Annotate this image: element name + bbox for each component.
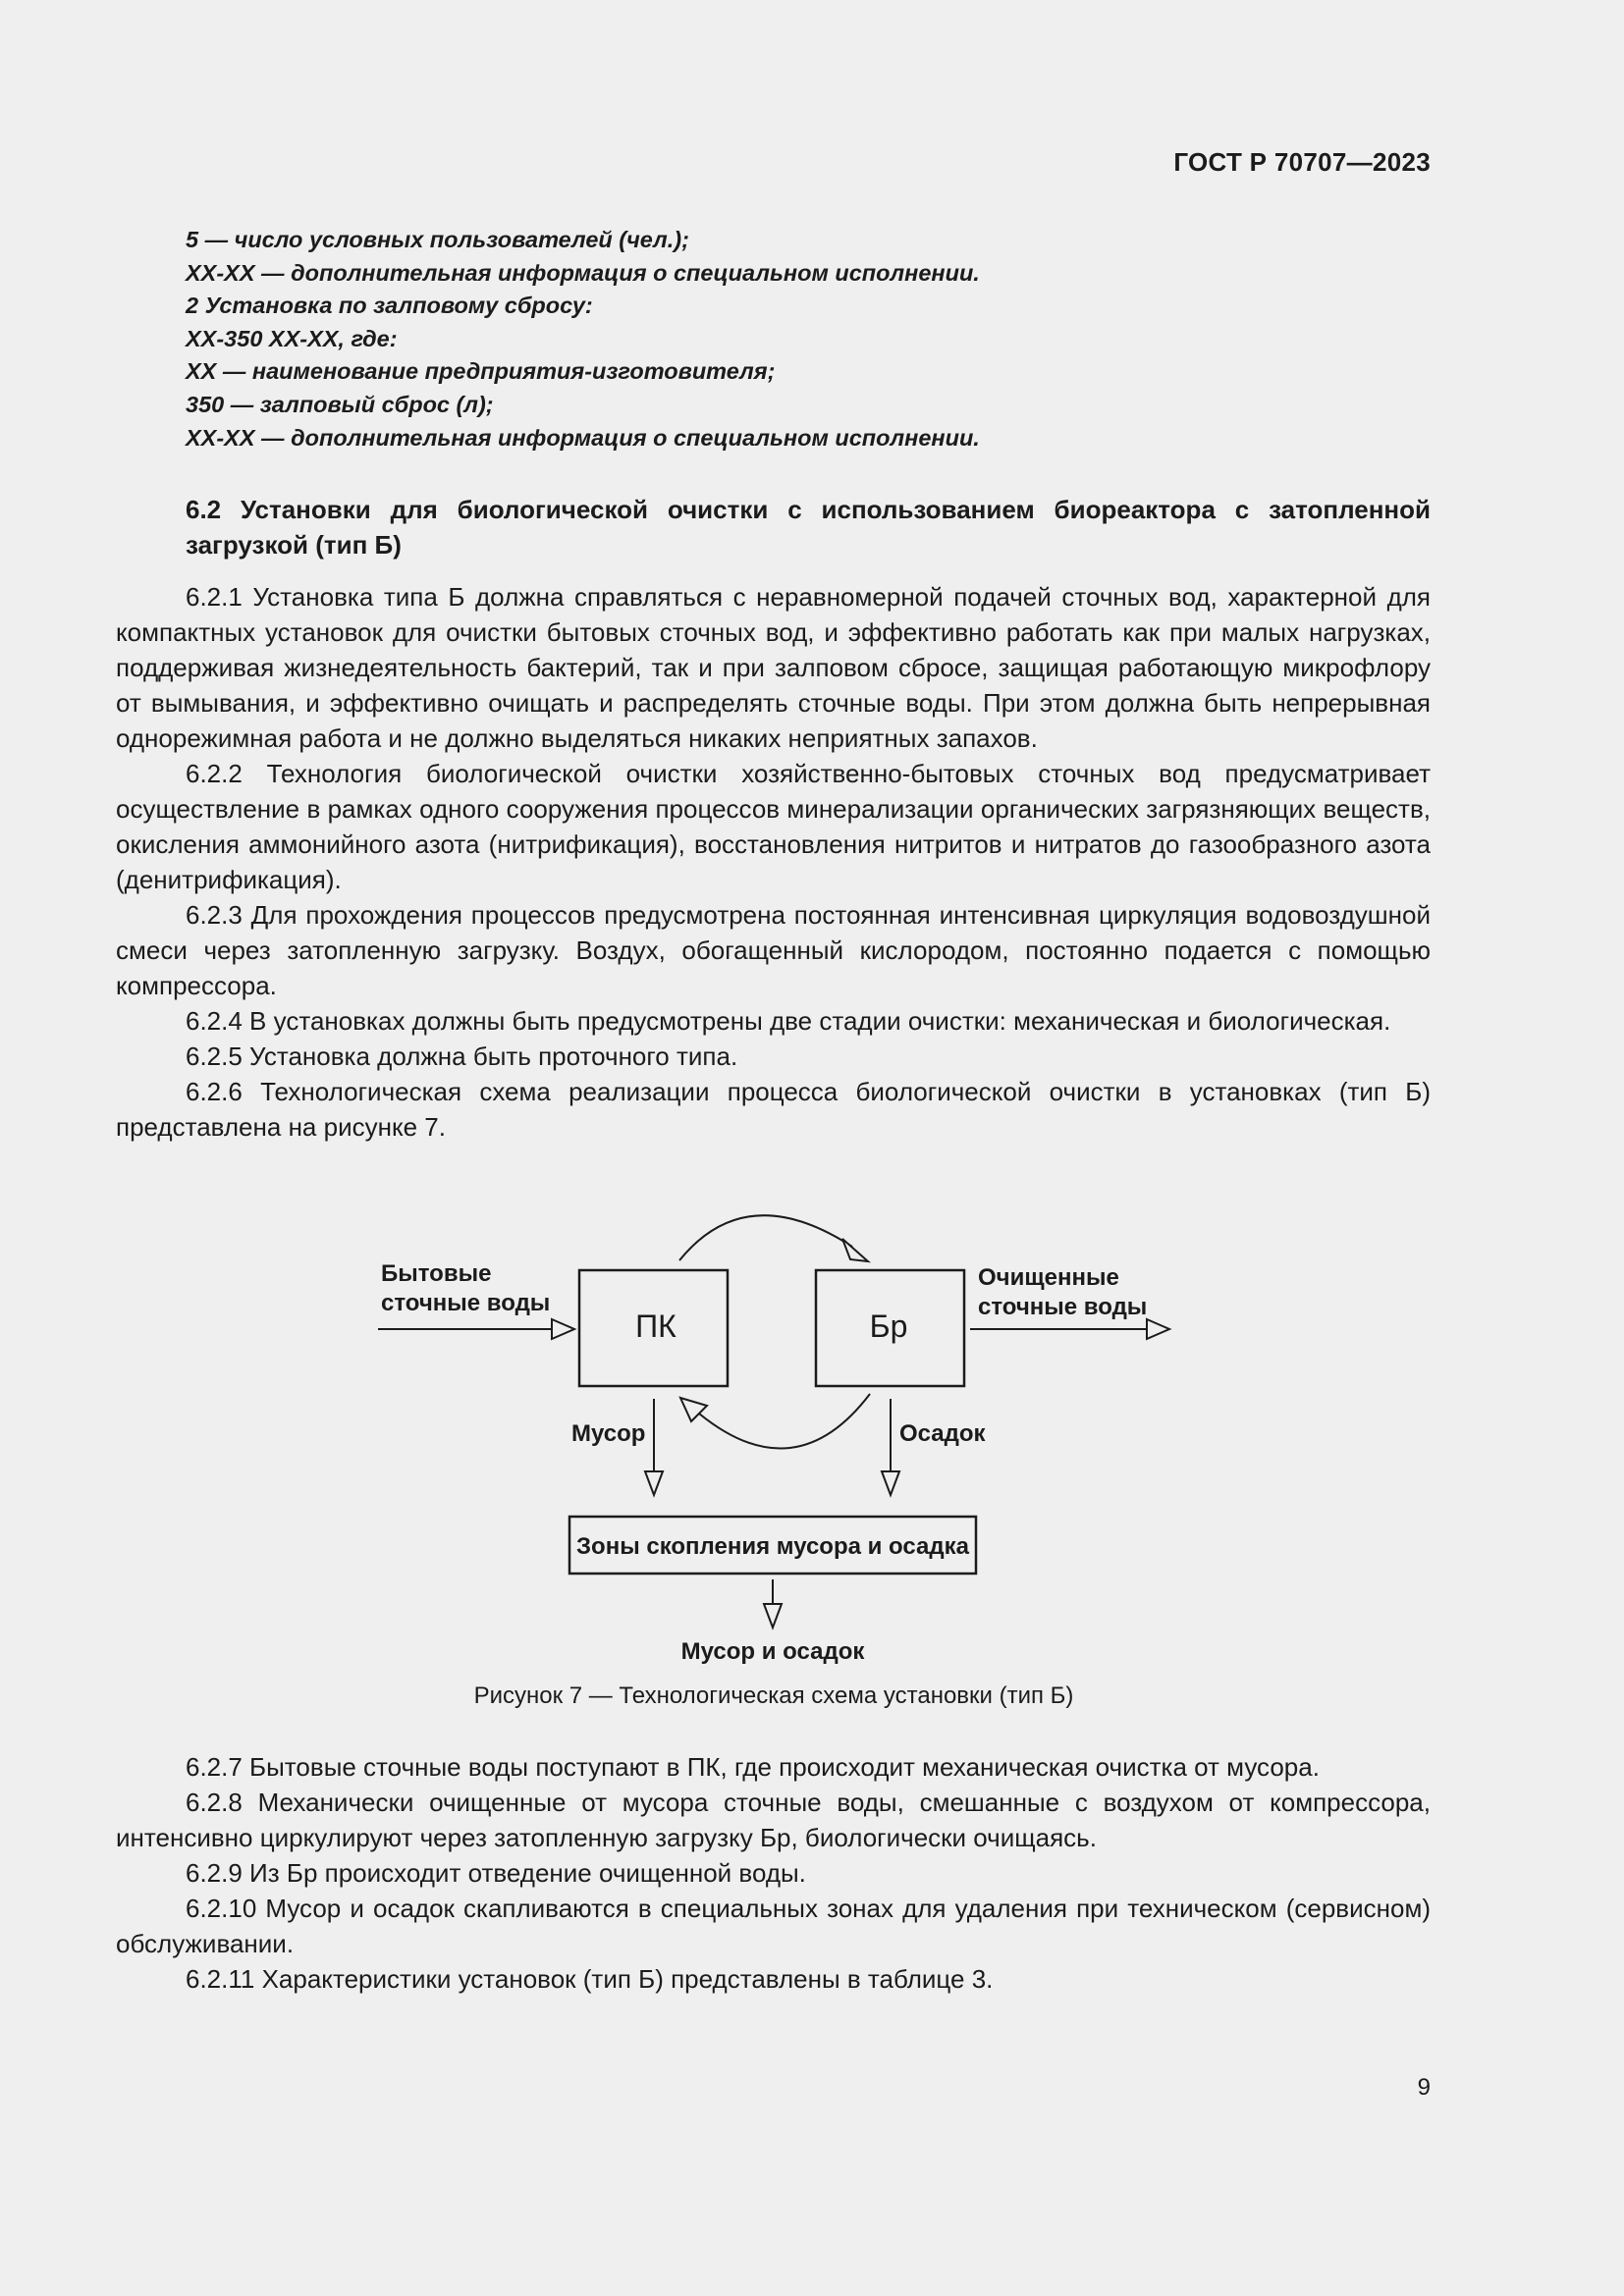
note-line: ХХ-ХХ — дополнительная информация о специальном исполнении. [186,424,980,451]
sediment-arrowhead [882,1471,899,1495]
final-label: Мусор и осадок [680,1638,865,1665]
paragraph: 6.2.4 В установках должны быть предусмотрены две стадии очистки: механическая и биологическая. [186,1006,1391,1036]
input-arrowhead [552,1319,574,1339]
input-label-1: Бытовые [381,1260,492,1287]
note-line: 2 Установка по залповому сбросу: [186,293,593,319]
paragraph: 6.2.9 Из Бр происходит отведение очищенной воды. [186,1858,806,1888]
standard-number: ГОСТ Р 70707—2023 [1173,147,1431,177]
paragraph: 6.2.11 Характеристики установок (тип Б) представлены в таблице 3. [186,1964,994,1994]
note-line: ХХ-350 ХХ-ХХ, где: [186,325,398,351]
note-line: 5 — число условных пользователей (чел.); [186,227,689,252]
lower-circulation-arc [699,1394,870,1449]
pk-label: ПК [635,1308,677,1344]
paragraph: 6.2.5 Установка должна быть проточного типа. [186,1041,738,1071]
paragraph: 6.2.6 Технологическая схема реализации процесса биологической очистки в установках (тип Б) представлена на рисунке 7. [116,1077,1431,1142]
paragraph: 6.2.10 Мусор и осадок скапливаются в специальных зонах для удаления при техническом (сервисном) обслуживании. [116,1894,1431,1958]
paragraph: 6.2.3 Для прохождения процессов предусмотрена постоянная интенсивная циркуляция водовоздушной смеси через затопленную загрузку. Воздух, обогащенный кислородом, постоянно подается с помощью компрессора. [116,900,1431,1000]
sediment-label: Осадок [899,1420,986,1447]
upper-circulation-arc [679,1215,852,1260]
paragraph: 6.2.8 Механически очищенные от мусора сточные воды, смешанные с воздухом от компрессора, интенсивно циркулируют через затопленную загрузку Бр, биологически очищаясь. [116,1788,1431,1852]
paragraphs-bottom [116,1749,1431,1997]
note-line: ХХ — наименование предприятия-изготовителя; [186,358,776,385]
zone-label: Зоны скопления мусора и осадка [576,1533,969,1560]
figure-caption: Рисунок 7 — Технологическая схема установки (тип Б) [473,1682,1074,1709]
output-label-1: Очищенные [978,1264,1119,1291]
output-arrowhead [1147,1319,1169,1339]
section-heading: 6.2 Установки для биологической очистки с использованием биореактора с затопленной загрузкой (тип Б) [186,495,1431,560]
paragraph: 6.2.7 Бытовые сточные воды поступают в ПК, где происходит механическая очистка от мусора. [186,1752,1320,1782]
output-label-2: сточные воды [978,1294,1148,1320]
page-number: 9 [1417,2074,1431,2101]
br-label: Бр [869,1308,908,1344]
upper-arc-arrowhead [842,1239,868,1261]
note-line: ХХ-ХХ — дополнительная информация о специальном исполнении. [186,259,980,286]
note-line: 350 — залповый сброс (л); [186,391,494,417]
input-label-2: сточные воды [381,1290,551,1316]
debris-label: Мусор [571,1420,646,1447]
debris-arrowhead [645,1471,663,1495]
paragraph: 6.2.2 Технология биологической очистки хозяйственно-бытовых сточных вод предусматривает осуществление в рамках одного сооружения процессов минерализации органических загрязняющих веществ, окисления аммонийного азота (нитрификация), восстановления нитритов и нитратов до газообразного азота (денитрификация). [116,759,1431,894]
paragraph: 6.2.1 Установка типа Б должна справляться с неравномерной подачей сточных вод, характерной для компактных установок для очистки бытовых сточных вод, и эффективно работать как при малых нагрузках, поддерживая жизнедеятельность бактерий, так и при залповом сбросе, защищая работающую микрофлору от вымывания, и эффективно очищать и распределять сточные воды. При этом должна быть непрерывная однорежимная работа и не должно выделяться никаких неприятных запахов. [116,582,1431,753]
final-arrowhead [764,1604,782,1628]
